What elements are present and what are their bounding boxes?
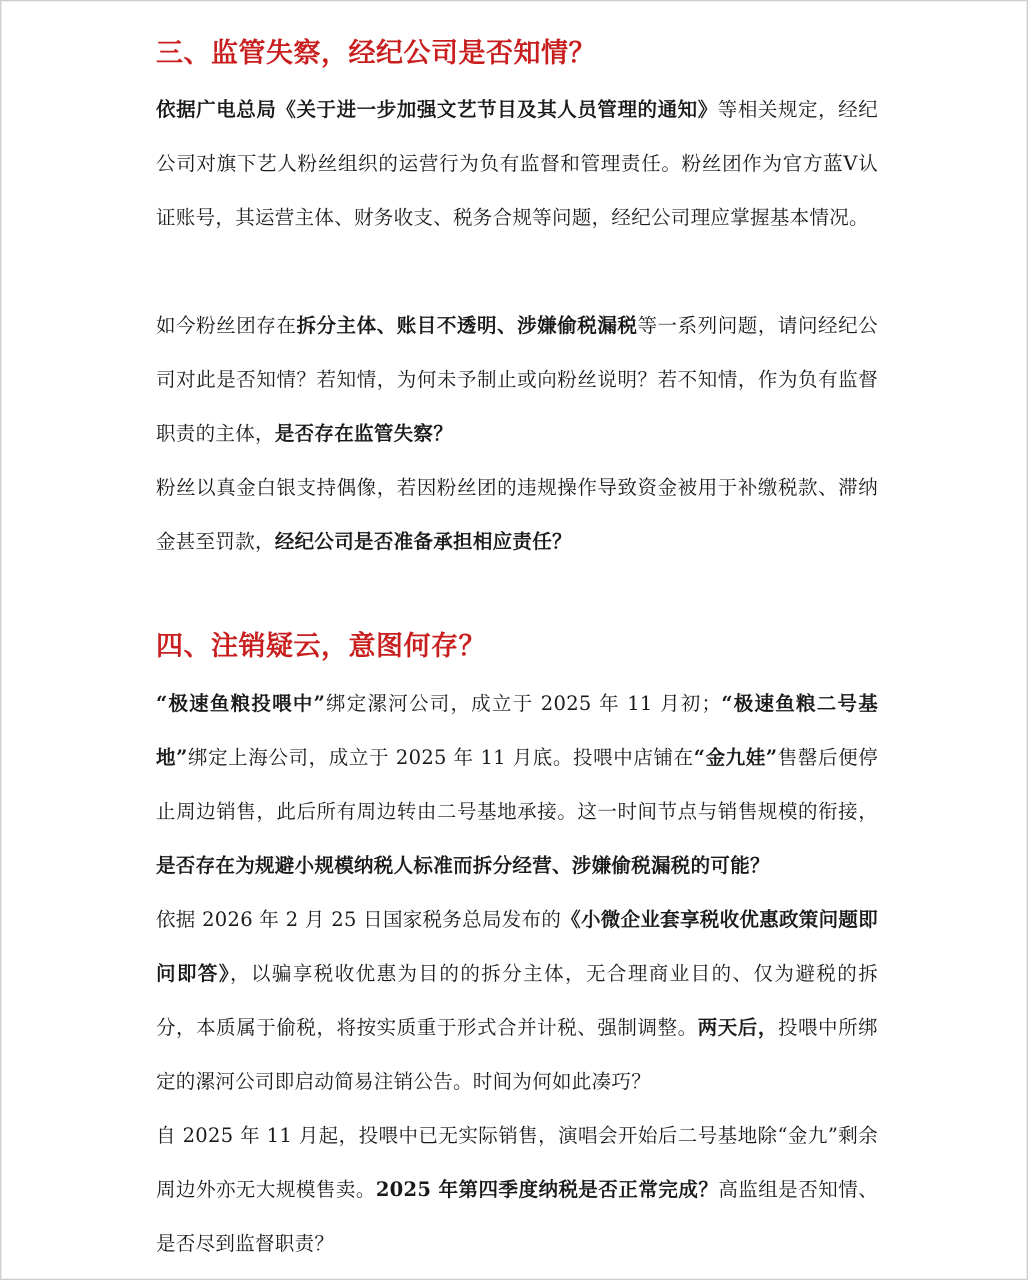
section-3-paragraph-2: [156, 299, 878, 461]
bold-text: 《小微企业套享税收优惠政策问题即问即答》: [156, 908, 878, 985]
section-3-paragraph-3: [156, 461, 878, 569]
bold-text: 2025 年第四季度纳税是否正常完成？: [375, 1178, 719, 1201]
bold-text: 依据广电总局《关于进一步加强文艺节目及其人员管理的通知》: [156, 98, 718, 121]
text: 绑定漯河公司，成立于 2025 年 11 月初；: [325, 692, 722, 715]
bold-text: 是否存在为规避小规模纳税人标准而拆分经营、涉嫌偷税漏税的可能？: [156, 854, 770, 877]
text: 投喂中所绑定的漯河公司即启动简易注销公告。时间为何如此凑巧？: [156, 1016, 878, 1093]
text: 依据 2026 年 2 月 25 日国家税务总局发布的: [156, 908, 562, 931]
bold-text: 经纪公司是否准备承担相应责任？: [274, 530, 572, 553]
section-4-paragraph-1: [156, 677, 878, 893]
text: 如今粉丝团存在: [156, 314, 297, 337]
bold-text: “极速鱼粮投喂中”: [156, 692, 326, 715]
bold-text: 拆分主体、账目不透明、涉嫌偷税漏税: [296, 314, 638, 337]
section-4-heading: 四、注销疑云，意图何存？: [156, 631, 486, 662]
text: 等一系列问题，请问经纪公司对此是否知情？若知情，为何未予制止或向粉丝说明？若不知情，作为负有监督职责的主体，: [156, 314, 878, 445]
section-3-heading: 三、监管失察，经纪公司是否知情？: [156, 38, 596, 69]
text: 自 2025 年 11 月起，投喂中已无实际销售，演唱会开始后二号基地除“金九”剩余周边外亦无大规模售卖。: [156, 1124, 878, 1201]
text: ，以骗享税收优惠为目的的拆分主体，无合理商业目的、仅为避税的拆分，本质属于偷税，将按实质重于形式合并计税、强制调整。: [156, 962, 878, 1039]
bold-text: 是否存在监管失察？: [274, 422, 454, 445]
text: 粉丝以真金白银支持偶像，若因粉丝团的违规操作导致资金被用于补缴税款、滞纳金甚至罚款，: [156, 476, 878, 553]
bold-text: “金九娃”: [693, 746, 778, 769]
bold-text: 两天后，: [697, 1016, 778, 1039]
section-4-paragraph-3: [156, 1109, 878, 1271]
text: 绑定上海公司，成立于 2025 年 11 月底。投喂中店铺在: [187, 746, 694, 769]
section-3-paragraph-1: [156, 83, 878, 245]
section-4-paragraph-2: [156, 893, 878, 1109]
text: 等相关规定，经纪公司对旗下艺人粉丝组织的运营行为负有监督和管理责任。粉丝团作为官方蓝V认证账号，其运营主体、财务收支、税务合规等问题，经纪公司理应掌握基本情况。: [156, 98, 878, 229]
text: 高监组是否知情、是否尽到监督职责？: [156, 1178, 878, 1255]
text: 售罄后便停止周边销售，此后所有周边转由二号基地承接。这一时间节点与销售规模的衔接，: [156, 746, 879, 823]
bold-text: “极速鱼粮二号基地”: [156, 692, 878, 769]
